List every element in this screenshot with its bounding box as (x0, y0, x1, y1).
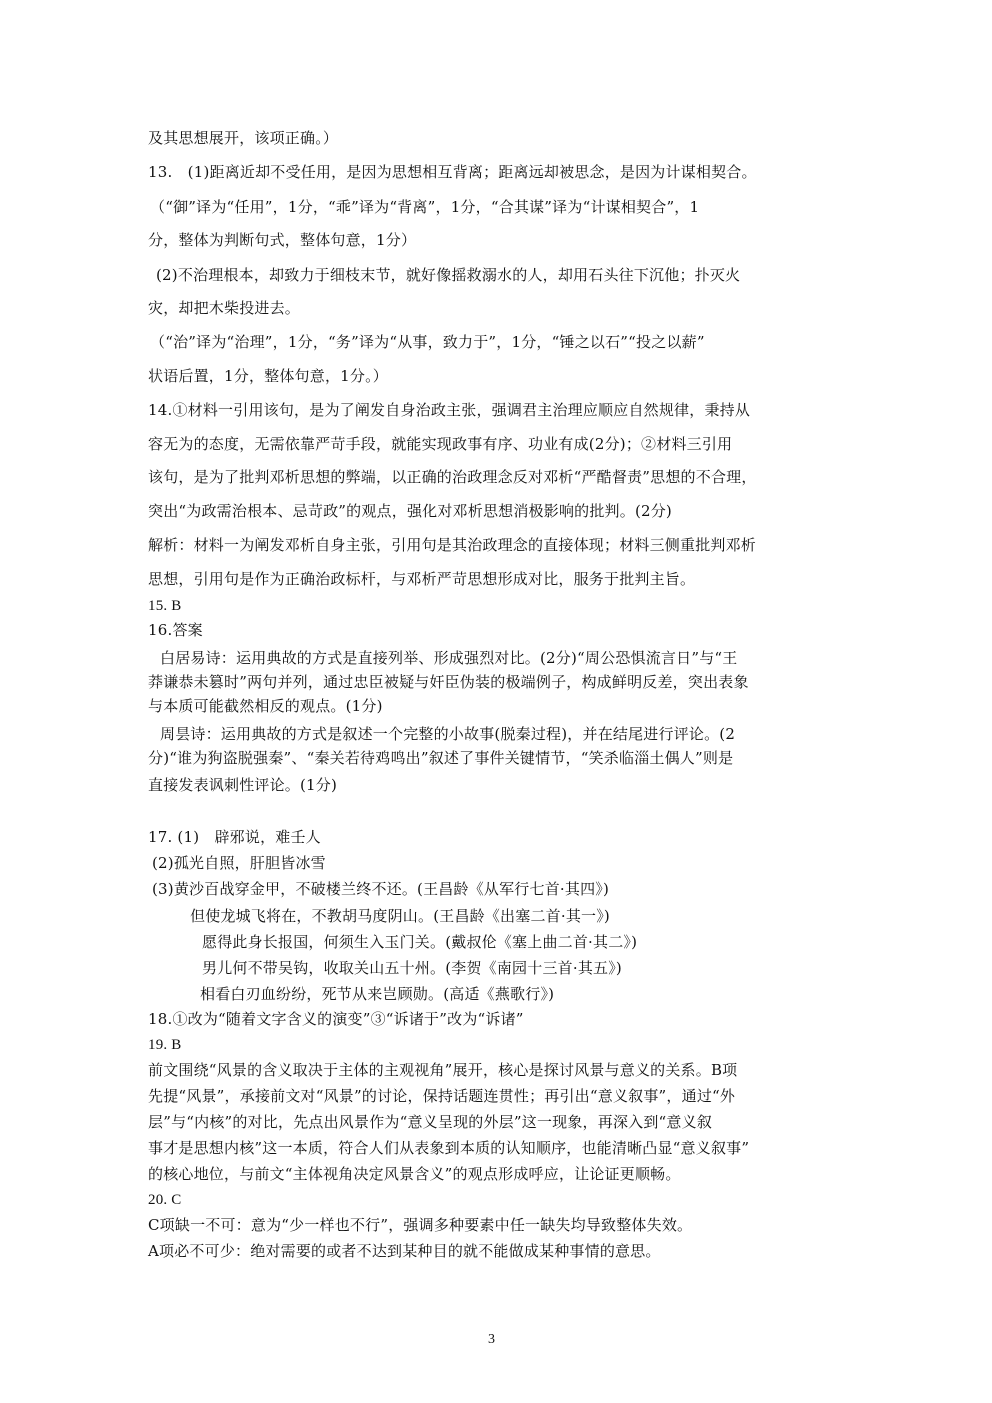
text-line: 层”与“内核”的对比，先点出风景作为“意义呈现的外层”这一现象，再深入到“意义叙 (148, 1113, 713, 1131)
answer-16-heading: 16.答案 (148, 621, 203, 639)
poem-line: 愿得此身长报国，何须生入玉门关。(戴叔伦《塞上曲二首·其二》) (202, 933, 638, 951)
text-line: 莽谦恭未篡时”两句并列，通过忠臣被疑与奸臣伪装的极端例子，构成鲜明反差，突出表象 (148, 673, 749, 691)
text-line: （“治”译为“治理”，1分，“务”译为“从事，致力于”，1分，“锤之以石”“投之以薪” (150, 333, 705, 351)
page-number: 3 (488, 1332, 495, 1347)
text-line: 容无为的态度，无需依靠严苛手段，就能实现政事有序、功业有成(2分)；②材料三引用 (148, 435, 733, 453)
answer-19: 19. B (148, 1037, 182, 1053)
text-line: 分，整体为判断句式，整体句意，1分） (148, 231, 417, 249)
text-line: 该句，是为了批判邓析思想的弊端，以正确的治政理念反对邓析“严酷督责”思想的不合理， (148, 468, 757, 486)
text-line: (2)不治理根本，却致力于细枝末节，就好像摇救溺水的人，却用石头往下沉他；扑灭火 (156, 266, 741, 284)
answer-13-line: 13. (1)距离近却不受任用，是因为思想相互背离；距离远却被思念，是因为计谋相契合。 (148, 163, 757, 181)
text-line: 直接发表讽刺性评论。(1分) (148, 776, 338, 794)
text-line: 先提“风景”，承接前文对“风景”的讨论，保持话题连贯性；再引出“意义叙事”，通过“外 (148, 1087, 736, 1105)
text-line: (2)孤光自照，肝胆皆冰雪 (152, 854, 326, 872)
answer-15: 15. B (148, 598, 182, 614)
text-line: 状语后置，1分，整体句意，1分。） (148, 367, 388, 385)
poem-line: 但使龙城飞将在，不教胡马度阴山。(王昌龄《出塞二首·其一》) (190, 907, 610, 925)
text-line: (3)黄沙百战穿金甲，不破楼兰终不还。(王昌龄《从军行七首·其四》) (152, 880, 610, 898)
text-line: 解析：材料一为阐发邓析自身主张，引用句是其治政理念的直接体现；材料三侧重批判邓析 (148, 536, 757, 554)
text-line: 灾，却把木柴投进去。 (148, 299, 301, 317)
text-line: A项必不可少：绝对需要的或者不达到某种目的就不能做成某种事情的意思。 (148, 1242, 661, 1260)
text-line: 前文围绕“风景的含义取决于主体的主观视角”展开，核心是探讨风景与意义的关系。B项 (148, 1061, 738, 1079)
poem-line: 男儿何不带吴钩，收取关山五十州。(李贺《南园十三首·其五》) (202, 959, 622, 977)
text-line: 周昙诗：运用典故的方式是叙述一个完整的小故事(脱秦过程)，并在结尾进行评论。(2 (160, 725, 736, 743)
poem-line: 相看白刃血纷纷，死节从来岂顾勋。(高适《燕歌行》) (200, 985, 555, 1003)
text-line: 的核心地位，与前文“主体视角决定风景含义”的观点形成呼应，让论证更顺畅。 (148, 1165, 681, 1183)
text-line: 及其思想展开，该项正确。） (148, 129, 339, 147)
text-line: C项缺一不可：意为“少一样也不行”，强调多种要素中任一缺失均导致整体失效。 (148, 1216, 693, 1234)
answer-14-line: 14.①材料一引用该句，是为了阐发自身治政主张，强调君主治理应顺应自然规律，秉持从 (148, 401, 751, 419)
text-line: 分)“谁为狗盗脱强秦”、“秦关若待鸡鸣出”叙述了事件关键情节，“笑杀临淄土偶人”则是 (148, 749, 734, 767)
text-line: （“御”译为“任用”，1分，“乖”译为“背离”，1分，“合其谋”译为“计谋相契合”，1 (150, 198, 700, 216)
answer-20: 20. C (148, 1192, 182, 1208)
answer-18-line: 18.①改为“随着文字含义的演变”③“诉诸于”改为“诉诸” (148, 1010, 524, 1028)
text-line: 思想，引用句是作为正确治政标杆，与邓析严苛思想形成对比，服务于批判主旨。 (148, 570, 696, 588)
text-line: 白居易诗：运用典故的方式是直接列举、形成强烈对比。(2分)“周公恐惧流言日”与“王 (160, 649, 738, 667)
text-line: 事才是思想内核”这一本质，符合人们从表象到本质的认知顺序，也能清晰凸显“意义叙事” (148, 1139, 750, 1157)
text-line: 突出“为政需治根本、忌苛政”的观点，强化对邓析思想消极影响的批判。(2分) (148, 502, 672, 520)
text-line: 与本质可能截然相反的观点。(1分) (148, 697, 383, 715)
answer-17-line: 17. (1) 辟邪说，难壬人 (148, 828, 321, 846)
